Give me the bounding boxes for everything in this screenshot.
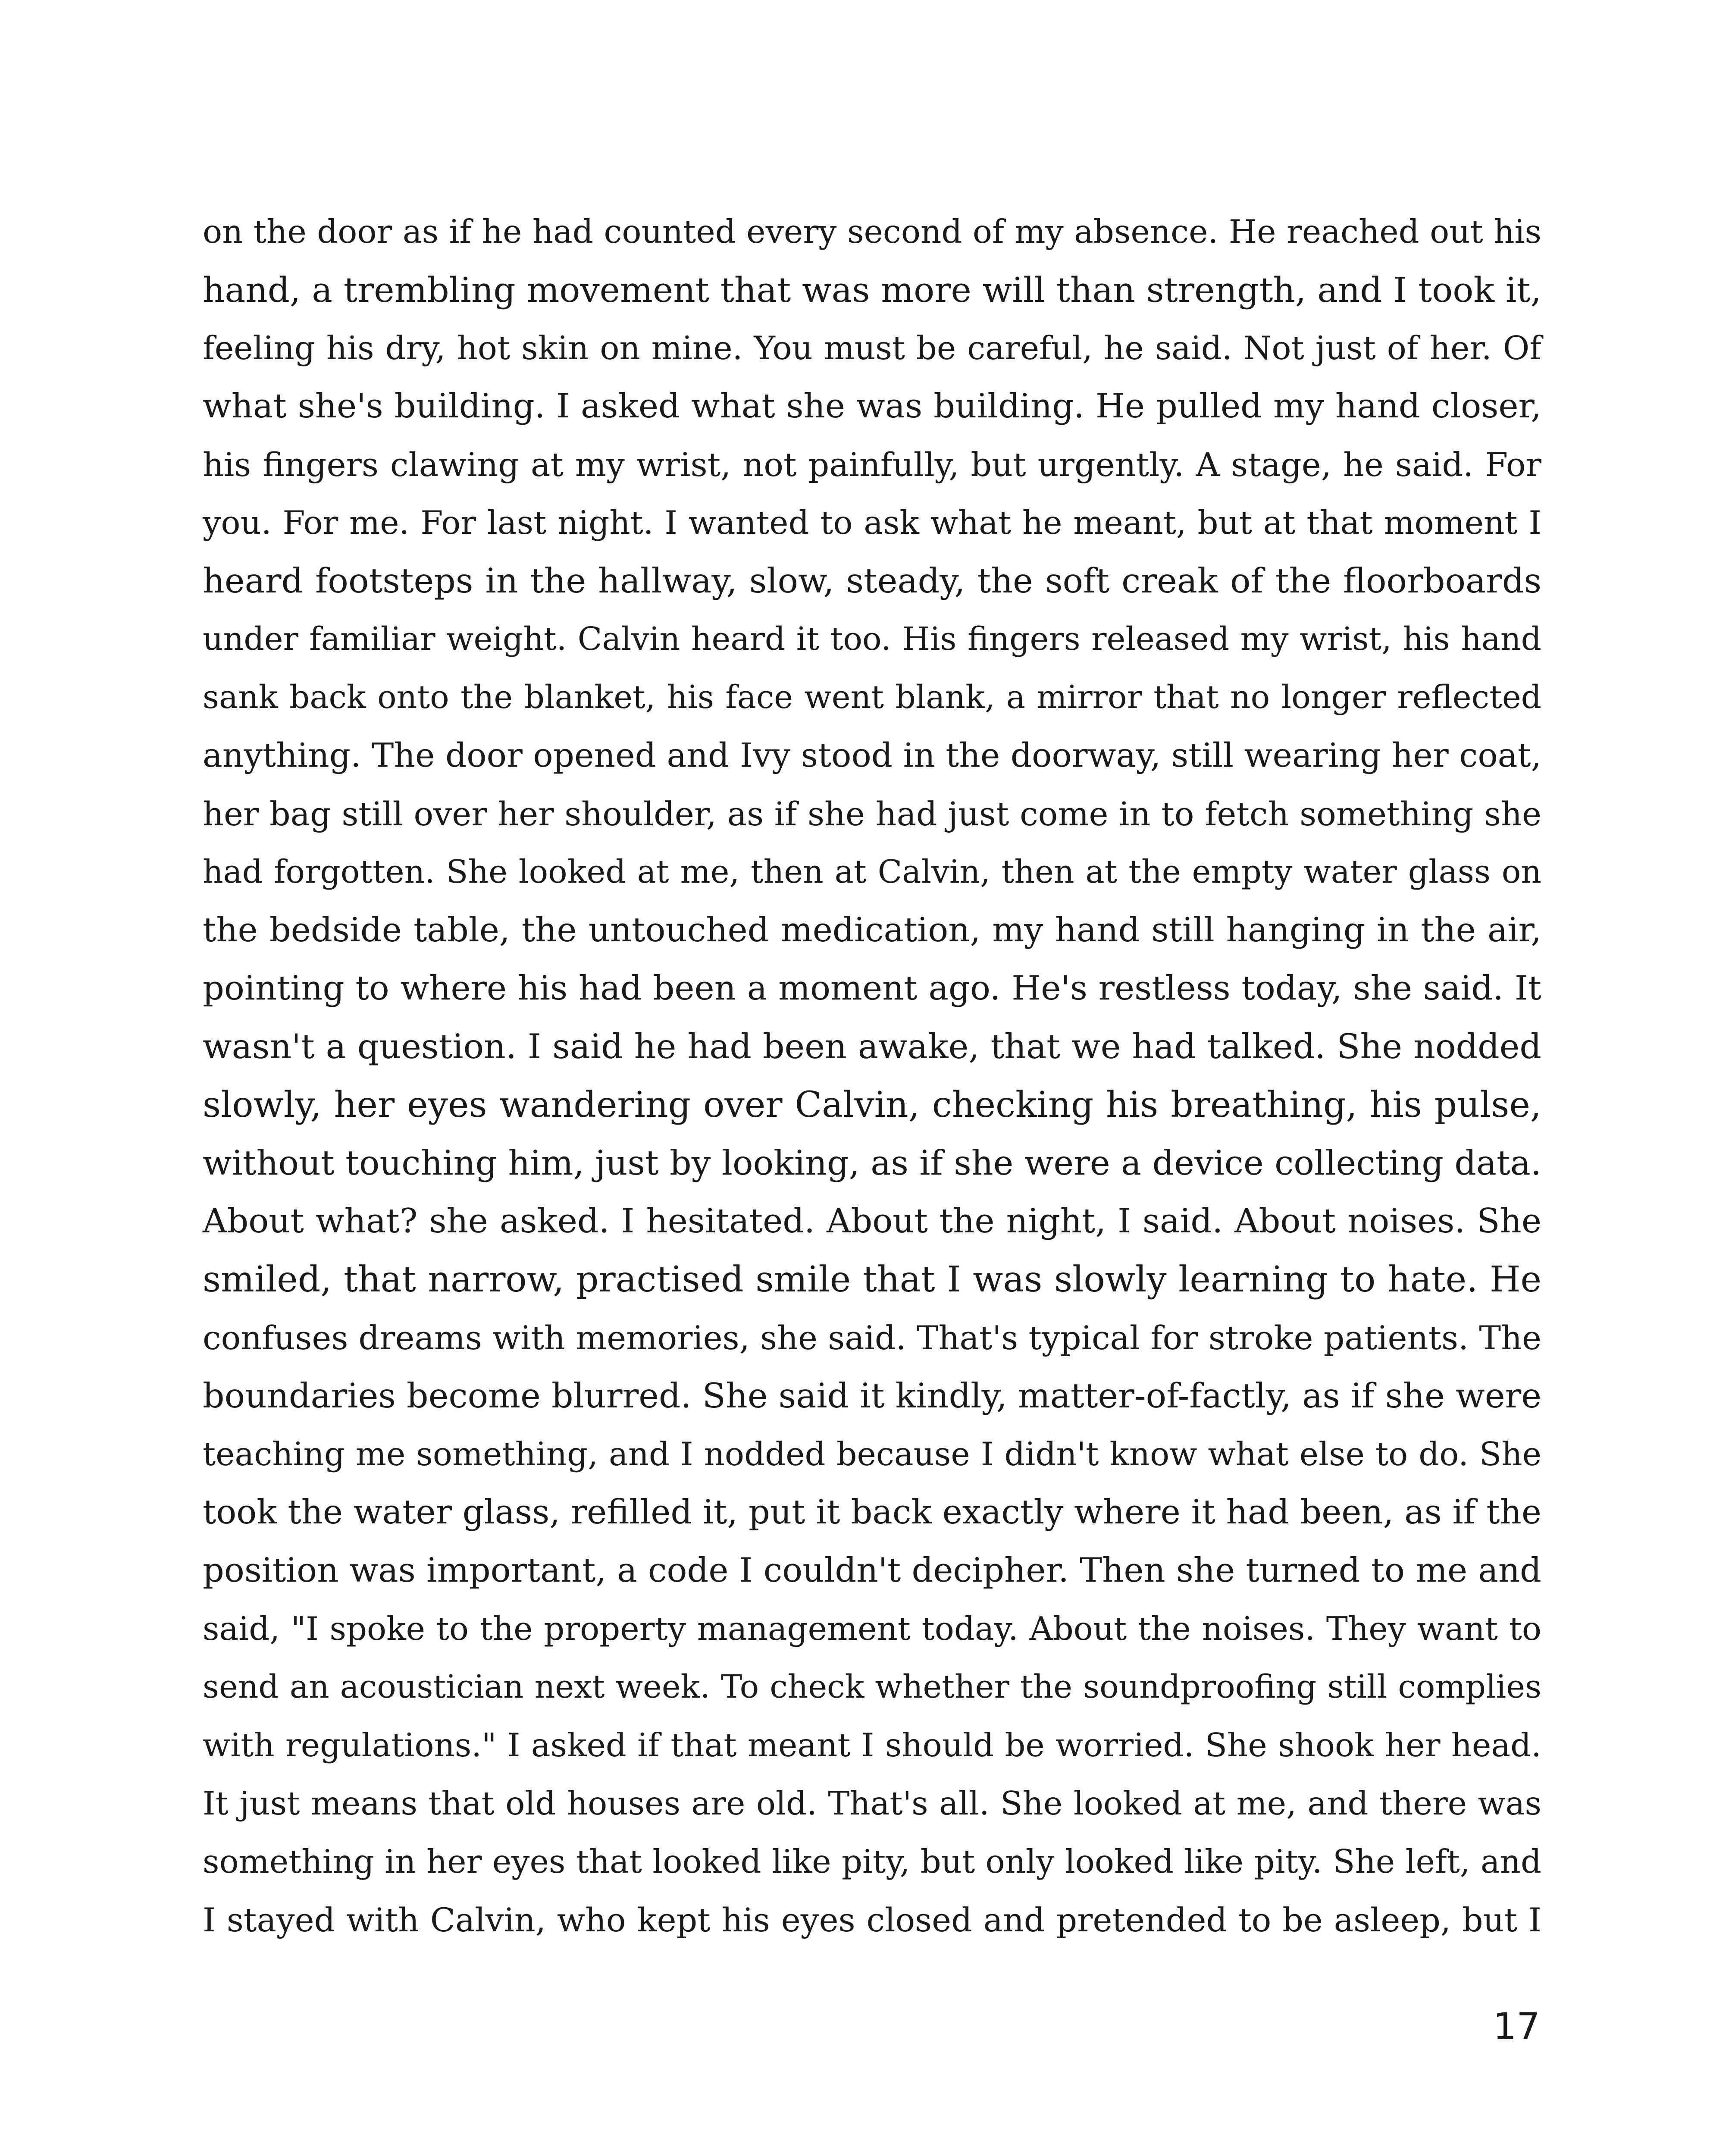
text-line: confuses dreams with memories, she said. That's typical for stroke patients. The: [203, 1319, 1541, 1357]
text-line: feeling his dry, hot skin on mine. You must be careful, he said. Not just of her. Of: [203, 329, 1541, 367]
text-line: his fingers clawing at my wrist, not painfully, but urgently. A stage, he said. For: [203, 445, 1541, 484]
text-line: wasn't a question. I said he had been awake, that we had talked. She nodded: [203, 1027, 1541, 1066]
text-line: had forgotten. She looked at me, then at Calvin, then at the empty water glass on: [203, 853, 1541, 890]
text-line: It just means that old houses are old. That's all. She looked at me, and there was: [203, 1784, 1541, 1822]
text-line: anything. The door opened and Ivy stood in the doorway, still wearing her coat,: [203, 736, 1541, 775]
text-line: pointing to where his had been a moment ago. He's restless today, she said. It: [203, 969, 1541, 1008]
text-line: About what? she asked. I hesitated. About the night, I said. About noises. She: [203, 1202, 1541, 1241]
text-line: heard footsteps in the hallway, slow, steady, the soft creak of the floorboards: [203, 561, 1541, 601]
body-text: [203, 203, 1541, 1949]
text-line: under familiar weight. Calvin heard it too. His fingers released my wrist, his hand: [203, 620, 1541, 658]
text-line: position was important, a code I couldn't decipher. Then she turned to me and: [203, 1551, 1541, 1590]
text-line: with regulations." I asked if that meant I should be worried. She shook her head.: [203, 1726, 1541, 1764]
text-line: slowly, her eyes wandering over Calvin, checking his breathing, his pulse,: [203, 1084, 1541, 1125]
text-line: hand, a trembling movement that was more will than strength, and I took it,: [203, 270, 1541, 310]
text-line: something in her eyes that looked like pity, but only looked like pity. She left, and: [203, 1843, 1541, 1880]
text-line: took the water glass, refilled it, put it back exactly where it had been, as if the: [203, 1493, 1541, 1532]
text-line: smiled, that narrow, practised smile that I was slowly learning to hate. He: [203, 1259, 1541, 1300]
text-line: without touching him, just by looking, as if she were a device collecting data.: [203, 1143, 1541, 1183]
text-line: her bag still over her shoulder, as if she had just come in to fetch something she: [203, 795, 1541, 833]
text-line: sank back onto the blanket, his face went blank, a mirror that no longer reflected: [203, 679, 1541, 716]
text-line: boundaries become blurred. She said it kindly, matter-of-factly, as if she were: [203, 1376, 1541, 1416]
text-line: what she's building. I asked what she was building. He pulled my hand closer,: [203, 387, 1541, 426]
text-line: said, "I spoke to the property management today. About the noises. They want to: [203, 1610, 1541, 1648]
text-line: you. For me. For last night. I wanted to ask what he meant, but at that moment I: [203, 504, 1541, 542]
text-line: on the door as if he had counted every second of my absence. He reached out his: [203, 213, 1541, 251]
text-line: send an acoustician next week. To check whether the soundproofing still complies: [203, 1668, 1541, 1705]
text-line: I stayed with Calvin, who kept his eyes closed and pretended to be asleep, but I: [203, 1901, 1541, 1939]
text-line: teaching me something, and I nodded because I didn't know what else to do. She: [203, 1435, 1541, 1473]
page-number: 17: [1493, 2005, 1540, 2048]
text-line: the bedside table, the untouched medication, my hand still hanging in the air,: [203, 911, 1541, 950]
